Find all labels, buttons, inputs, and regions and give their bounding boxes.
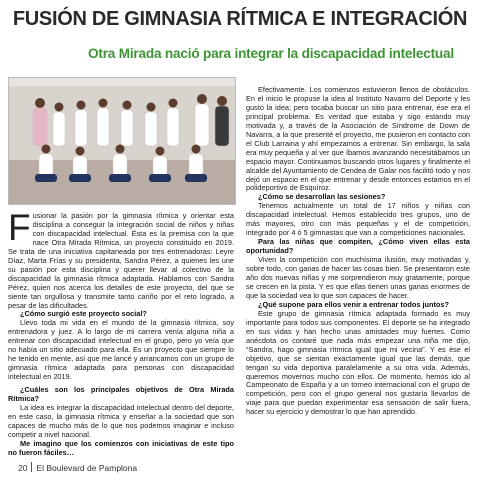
question-heading: ¿Cómo se desarrollan las sesiones? [258, 192, 386, 202]
answer-paragraph: Viven la competición con muchísima ilusión, muy motivadas y, sobre todo, con ganas de hacer las cosas bien. Se presentaron este año dos nuevas niñas y me sorprendieron muy gratamente, porque se crecen en la pista. Y es que ellas tienen unas ganas enormes de que la sociedad vea lo que son capaces de hacer. [246, 255, 470, 300]
page-subtitle: Otra Mirada nació para integrar la discapacidad intelectual [88, 46, 454, 61]
footer-divider [31, 462, 32, 472]
question-heading: ¿Cómo surgió este proyecto social? [20, 309, 147, 319]
answer-paragraph: Llevo toda mi vida en el mundo de la gimnasia rítmica, soy entrenadora y juez. A lo largo de mi carrera venía alguna niña a entrenar con discapacidad intelectual en el grupo, pero yo veía que no había un sitio adecuado para ella. Es un proyecto que siempre lo he tenido en mente, así que me lancé y arrancamos con un grupo de gimnasia rítmica adaptada para personas con discapacidad intelectual en 2019. [8, 318, 234, 382]
question-heading: Me imagino que los comienzos con iniciativas de este tipo no fueron fáciles… [8, 438, 234, 457]
answer-paragraph: Efectivamente. Los comienzos estuvieron llenos de obstáculos. En el inicio le propuse la idea al Instituto Navarro del Deporte y les gustó la idea; pero tocaba buscar un sitio para entrenar, ése era el principal problema. Es verdad que estaba y sigo estando muy motivada y, a través de la Asociación de Síndrome de Down de Navarra, a la que presenté el proyecto, me pusieron en contacto con el Club Larraina y ahí empezamos a entrenar. Sin embargo, la sala era muy pequeña y al ver que íbamos avanzando necesitábamos un espacio mayor. Continuamos buscando otros lugares y finalmente el alcalde del Ayuntamiento de Cendea de Galar nos facilitó todo y nos dejó un espacio en el que entrenar y desde entonces estamos en el polideportivo de Esquíroz. [246, 85, 470, 193]
article-right-column [246, 86, 470, 417]
drop-cap: F [8, 207, 31, 248]
answer-paragraph: La idea es integrar la discapacidad intelectual dentro del deporte, en este caso, la gimnasia rítmica y enseñar a la sociedad que son capaces de mucho más de lo que nos podemos imaginar e incluso competir a nivel nacional. [8, 403, 234, 439]
page-number: 20 [18, 463, 28, 473]
question-heading: Para las niñas que compiten, ¿Cómo viven ellas esta oportunidad? [246, 237, 470, 256]
answer-paragraph: Tenemos actualmente un total de 17 niños y niñas con discapacidad intelectual. Hemos establecido tres grupos, uno de más mayores, otro con más pequeñas y el de competición, integrado por 4 ó 5 gimnastas que van a competiciones nacionales. [246, 201, 470, 238]
article-left-column [8, 207, 234, 458]
answer-paragraph: Este grupo de gimnasia rítmica adaptada formado es muy importante para todos sus componentes. El deporte se ha integrado en sus vidas y han hecho unas amistades muy fuertes. Como anécdota os contaré que nada más empezar una niña me dijo, “Sandra, hago gimnasia rítmica igual que mi vecina”. Y es ése el objetivo, que se sientan exactamente igual que las demás, que tengan su vida deportiva paralelamente a su otra vida. Además, queremos movernos mucho con ellos. De momento, hemos ido al Campeonato de España y a un torneo internacional con el grupo de competición, pero con el grupo general nos gustaría llevarlos de viaje para que puedan experimentar esa sensación de salir fuera, hacer su ejercicio y demostrar lo que han aprendido. [246, 308, 470, 417]
question-heading: ¿Cuáles son los principales objetivos de Otra Mirada Rítmica? [8, 385, 234, 404]
group-photo-image [9, 78, 235, 204]
page-title: FUSIÓN DE GIMNASIA RÍTMICA E INTEGRACIÓN [12, 8, 468, 30]
page-footer [18, 462, 137, 473]
publication-name: El Boulevard de Pamplona [36, 463, 138, 473]
group-photo [8, 77, 236, 205]
intro-paragraph: usionar la pasión por la gimnasia rítmica y orientar esta disciplina a conseguir la integración social de niños y niñas con discapacidad intelectual. Ésta es la premisa con la que nace Otra Mirada Rítmica, un proyecto constituido en 2019. Se trata de una iniciativa capitaneada por tres entrenadoras: Leyre Díaz, Marta Frías y su presidenta, Sandra Pérez, a quienes les une su pasión por esta disciplina y querer llevar al colectivo de la discapacidad la gimnasia rítmica adaptada. Hablamos con Sandra Pérez, quien nos acerca los detalles de este proyecto, del que se siente tan orgullosa y transmite tanto cariño por el reto logrado, a pesar de las dificultades. [8, 211, 234, 310]
question-heading: ¿Qué supone para ellos venir a entrenar todos juntos? [258, 299, 449, 309]
